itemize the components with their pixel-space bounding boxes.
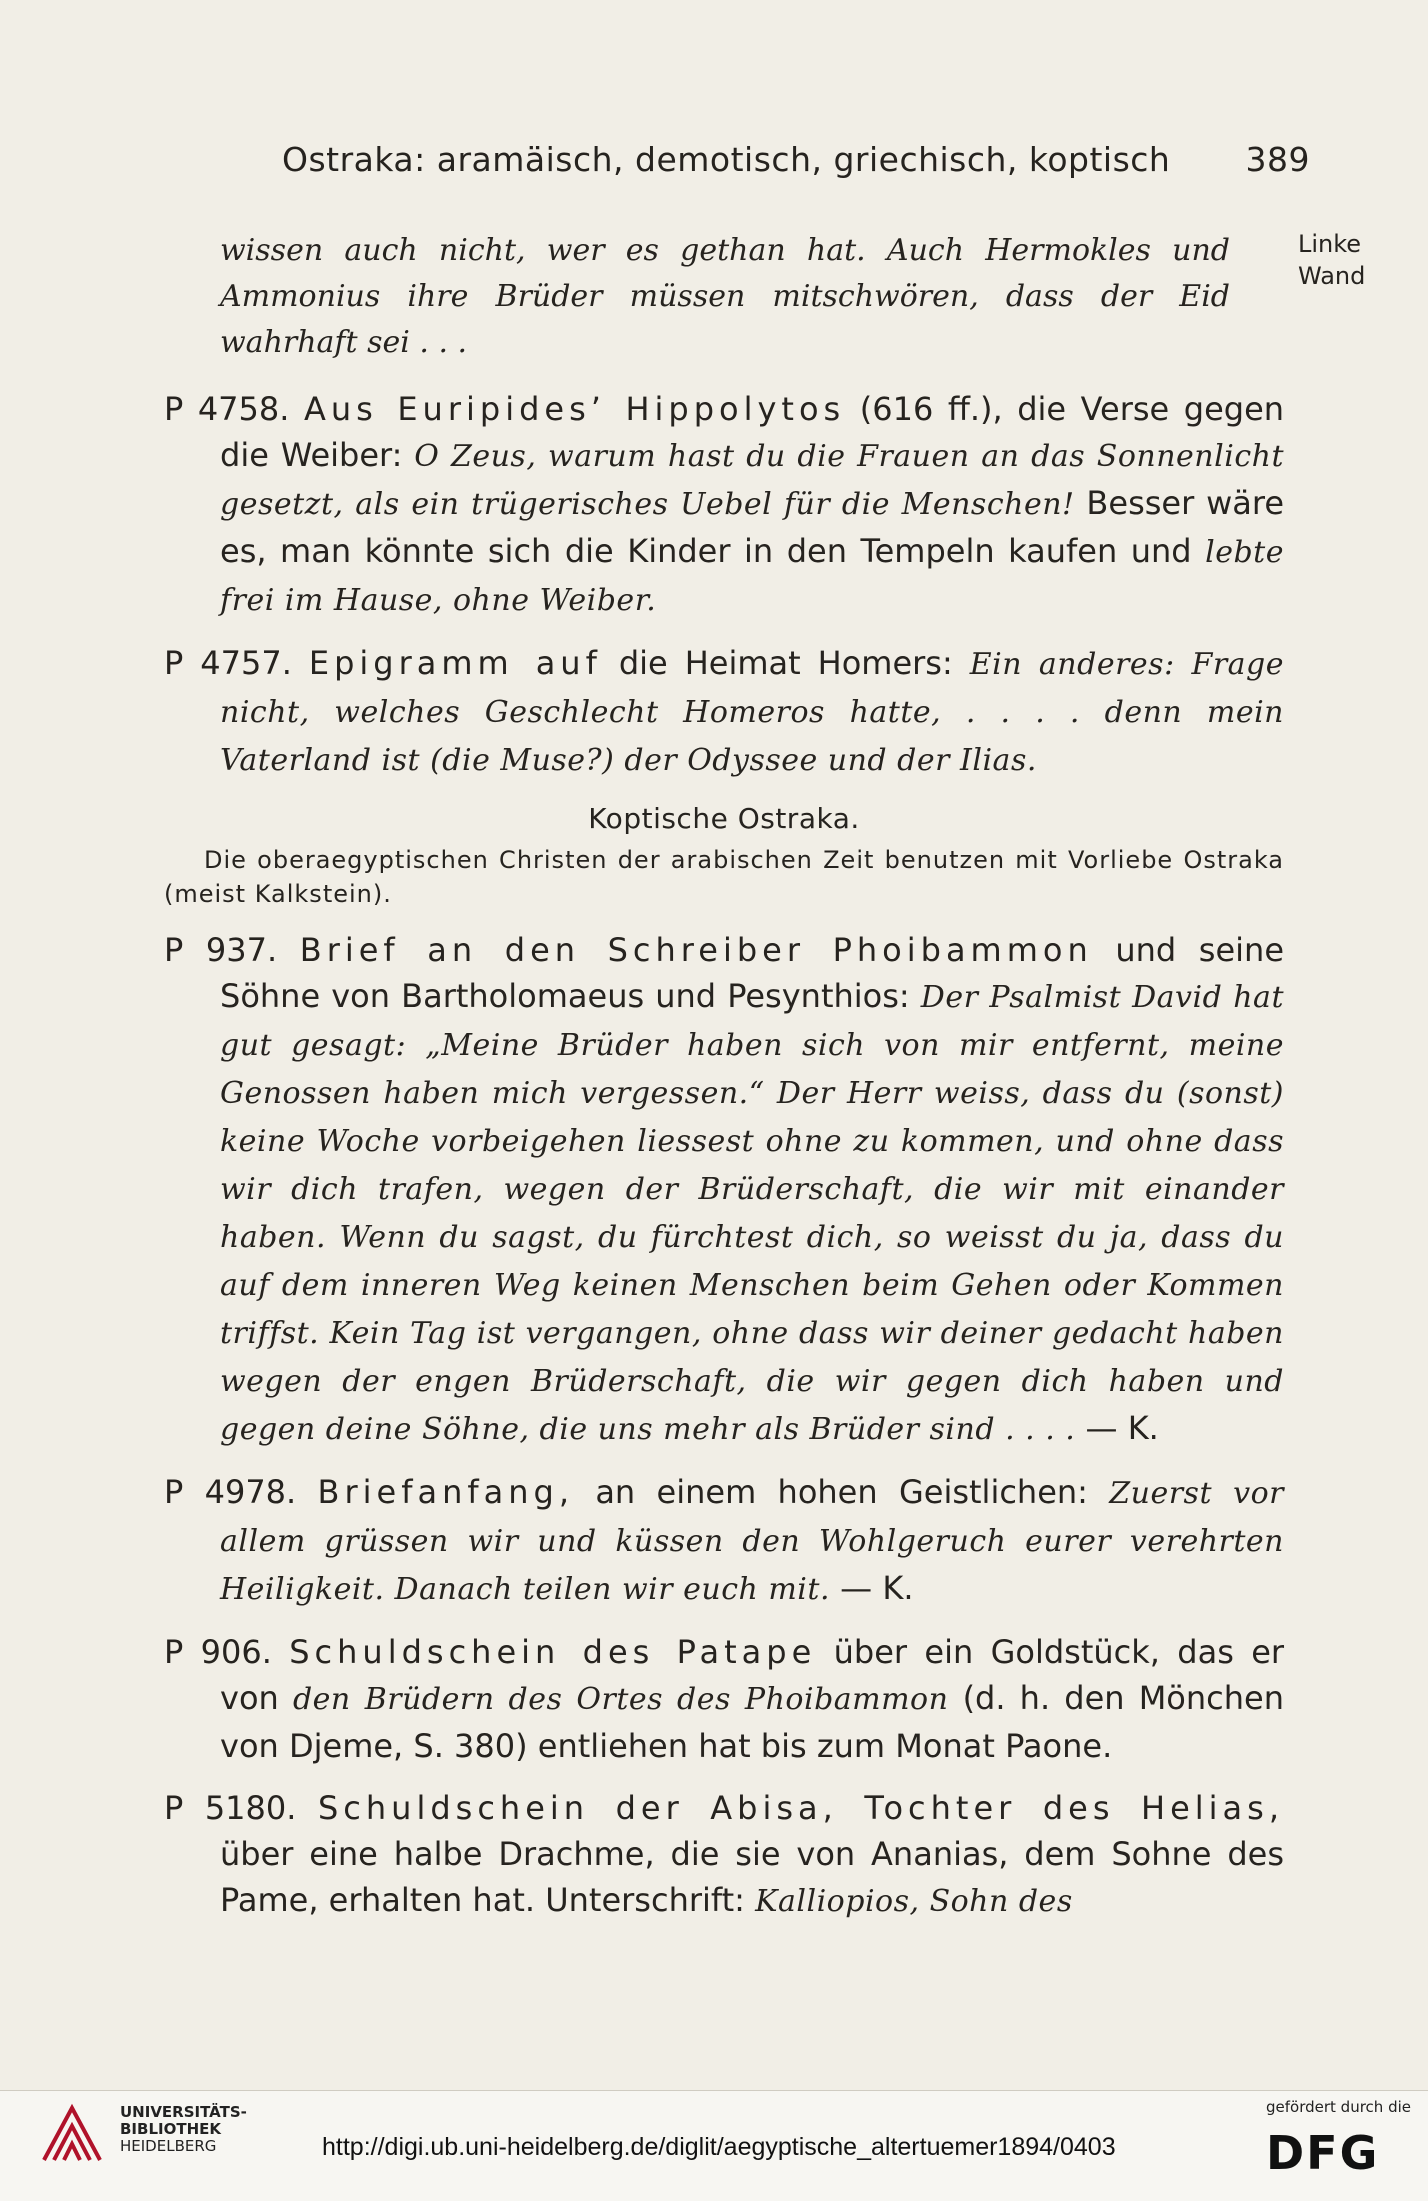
entry-quote: Kalliopios, Sohn des	[755, 1884, 1073, 1919]
entry-id: P 4758.	[164, 390, 290, 428]
dfg-logo: DFG	[1266, 2126, 1380, 2180]
funding-label: gefördert durch die	[1266, 2098, 1411, 2116]
margin-note-line1: Linke	[1298, 230, 1362, 258]
entry-p906	[164, 1629, 1284, 1769]
opening-continuation: wissen auch nicht, wer es gethan hat. Auch Hermokles und Ammonius ihre Brüder müssen mitschwören, dass der Eid wahrhaft sei . . .	[220, 233, 1230, 360]
entry-quote: O Zeus, warum hast du die Frauen an das Sonnenlicht gesetzt, als ein trügerisches Uebel für die Menschen!	[220, 439, 1284, 522]
entry-quote: Ein anderes: Frage nicht, welches Geschlecht Homeros hatte, . . . . denn mein Vaterland ist (die Muse?) der Odyssee und der Ilias.	[220, 647, 1285, 778]
section-intro: Die oberaegyptischen Christen der arabischen Zeit benutzen mit Vorliebe Ostraka (meist Kalkstein).	[164, 846, 1284, 908]
entry-title: Schuldschein der Abisa, Tochter des Helias,	[317, 1789, 1285, 1827]
entry-p5180	[164, 1785, 1284, 1925]
section-title: Koptische Ostraka.	[588, 802, 860, 835]
entry-tail: — K.	[1075, 1409, 1159, 1447]
entry-tail: — K.	[830, 1569, 914, 1607]
entry-id: P 906.	[164, 1633, 272, 1671]
entry-quote: Der Psalmist David hat gut gesagt: „Meine Brüder haben sich von mir entfernt, meine Genossen haben mich vergessen.“ Der Herr weiss, dass du (sonst) keine Woche vorbeigehen liessest ohne zu kommen, und ohne dass wir dich trafen, wegen der Brüderschaft, die wir mit einander haben. Wenn du sagst, du fürchtest dich, so weisst du ja, dass du auf dem inneren Weg keinen Menschen beim Gehen oder Kommen triffst. Kein Tag ist vergangen, ohne dass wir deiner gedacht haben wegen der engen Brüderschaft, die wir gegen dich haben und gegen deine Söhne, die uns mehr als Brüder sind . . . .	[220, 980, 1284, 1447]
entry-title: Epigramm auf	[308, 644, 602, 682]
entry-title: Briefanfang,	[317, 1473, 575, 1511]
entry-p937	[164, 927, 1284, 1453]
running-header	[282, 140, 1310, 179]
library-line1: UNIVERSITÄTS-	[120, 2103, 247, 2121]
entry-title: Brief an den Schreiber Phoibammon	[299, 931, 1093, 969]
library-line2: BIBLIOTHEK	[120, 2120, 221, 2138]
entry-tail: (d. h. den Mönchen von Djeme, S. 380) entliehen hat bis zum Monat Paone.	[220, 1679, 1285, 1765]
margin-note-line2: Wand	[1298, 262, 1366, 290]
entry-tail: Besser wäre es, man könnte sich die Kinder in den Tempeln kaufen und	[220, 484, 1284, 570]
entry-quote: den Brüdern des Ortes des Phoibammon	[292, 1682, 949, 1717]
entry-id: P 4757.	[164, 644, 292, 682]
entry-text: und seine Söhne von Bartholomaeus und Pesynthios:	[220, 931, 1285, 1015]
entry-p4758	[164, 386, 1284, 624]
page-body	[164, 228, 1284, 1941]
margin-note	[1298, 228, 1365, 292]
library-name	[120, 2104, 247, 2155]
entry-text: an einem hohen Geistlichen:	[574, 1473, 1110, 1511]
permalink-url[interactable]: http://digi.ub.uni-heidelberg.de/diglit/aegyptische_altertuemer1894/0403	[322, 2133, 1116, 2161]
entry-text: über eine halbe Drachme, die sie von Ananias, dem Sohne des Pame, erhalten hat. Unterschrift:	[220, 1835, 1284, 1919]
entry-text: über ein Goldstück, das er von	[220, 1633, 1285, 1717]
entry-id: P 937.	[164, 931, 278, 969]
entry-p4757	[164, 640, 1284, 784]
library-line3: HEIDELBERG	[120, 2137, 217, 2155]
header-title: Ostraka: aramäisch, demotisch, griechisch, koptisch	[282, 140, 1171, 179]
entry-id: P 4978.	[164, 1473, 297, 1511]
entry-p4978	[164, 1469, 1284, 1613]
entry-quote: Zuerst vor allem grüssen wir und küssen den Wohlgeruch eurer verehrten Heiligkeit. Danach teilen wir euch mit.	[220, 1476, 1285, 1607]
entry-text: (616 ff.), die Verse gegen die Weiber:	[220, 390, 1285, 474]
university-library-logo-icon	[36, 2098, 108, 2170]
entry-text: die Heimat Homers:	[601, 644, 970, 682]
entry-title: Aus Euripides’ Hippolytos	[303, 390, 846, 428]
page-number: 389	[1245, 140, 1310, 179]
entry-id: P 5180.	[164, 1789, 297, 1827]
entry-quote-2: lebte frei im Hause, ohne Weiber.	[220, 535, 1284, 618]
entry-title: Schuldschein des Patape	[289, 1633, 817, 1671]
